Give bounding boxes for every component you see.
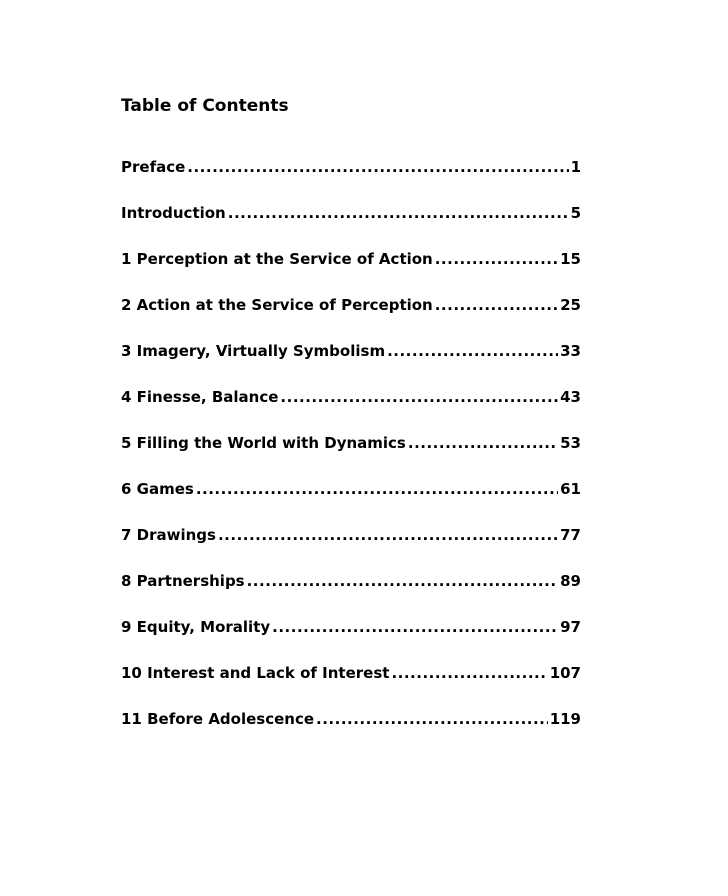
- toc-entry-chapter-7: [121, 526, 581, 548]
- toc-entry-chapter-4: [121, 388, 581, 410]
- dot-leader: [196, 480, 558, 498]
- toc-entry-introduction: [121, 204, 581, 226]
- toc-entry-chapter-3: [121, 342, 581, 364]
- dot-leader: [228, 204, 569, 222]
- toc-entry-chapter-8: [121, 572, 581, 594]
- toc-entry-page: 119: [549, 710, 581, 728]
- toc-entry-page: 53: [560, 434, 581, 452]
- dot-leader: [435, 250, 558, 268]
- toc-entry-page: 89: [560, 572, 581, 590]
- toc-entry-chapter-5: [121, 434, 581, 456]
- toc-entry-label: 4 Finesse, Balance: [121, 388, 279, 406]
- dot-leader: [247, 572, 559, 590]
- toc-entry-label: 2 Action at the Service of Perception: [121, 296, 433, 314]
- toc-entry-chapter-6: [121, 480, 581, 502]
- dot-leader: [272, 618, 558, 636]
- toc-entry-label: 5 Filling the World with Dynamics: [121, 434, 406, 452]
- toc-entry-preface: [121, 158, 581, 180]
- toc-entry-label: Introduction: [121, 204, 226, 222]
- toc-entry-page: 25: [560, 296, 581, 314]
- dot-leader: [391, 664, 547, 682]
- toc-entry-page: 97: [560, 618, 581, 636]
- dot-leader: [187, 158, 568, 176]
- toc-entry-page: 107: [549, 664, 581, 682]
- toc-title: Table of Contents: [121, 96, 289, 116]
- toc-entry-label: 8 Partnerships: [121, 572, 245, 590]
- toc-entry-page: 33: [560, 342, 581, 360]
- toc-entry-chapter-2: [121, 296, 581, 318]
- toc-entry-chapter-1: [121, 250, 581, 272]
- toc-entry-page: 15: [560, 250, 581, 268]
- toc-entry-label: 11 Before Adolescence: [121, 710, 315, 728]
- dot-leader: [280, 388, 558, 406]
- dot-leader: [408, 434, 558, 452]
- toc-entry-chapter-11: [121, 710, 581, 732]
- toc-entry-label: 9 Equity, Morality: [121, 618, 271, 636]
- toc-entry-page: 61: [560, 480, 581, 498]
- toc-entry-page: 5: [570, 204, 581, 222]
- dot-leader: [316, 710, 548, 728]
- toc-entry-label: 1 Perception at the Service of Action: [121, 250, 433, 268]
- toc-entry-label: 6 Games: [121, 480, 194, 498]
- dot-leader: [387, 342, 558, 360]
- dot-leader: [218, 526, 558, 544]
- toc-entry-label: 3 Imagery, Virtually Symbolism: [121, 342, 386, 360]
- toc-entry-page: 77: [560, 526, 581, 544]
- toc-entry-label: 7 Drawings: [121, 526, 216, 544]
- toc-entry-label: 10 Interest and Lack of Interest: [121, 664, 390, 682]
- toc-entry-chapter-9: [121, 618, 581, 640]
- toc-entry-page: 1: [570, 158, 581, 176]
- toc-entry-page: 43: [560, 388, 581, 406]
- toc-entry-label: Preface: [121, 158, 186, 176]
- toc-entry-chapter-10: [121, 664, 581, 686]
- dot-leader: [435, 296, 558, 314]
